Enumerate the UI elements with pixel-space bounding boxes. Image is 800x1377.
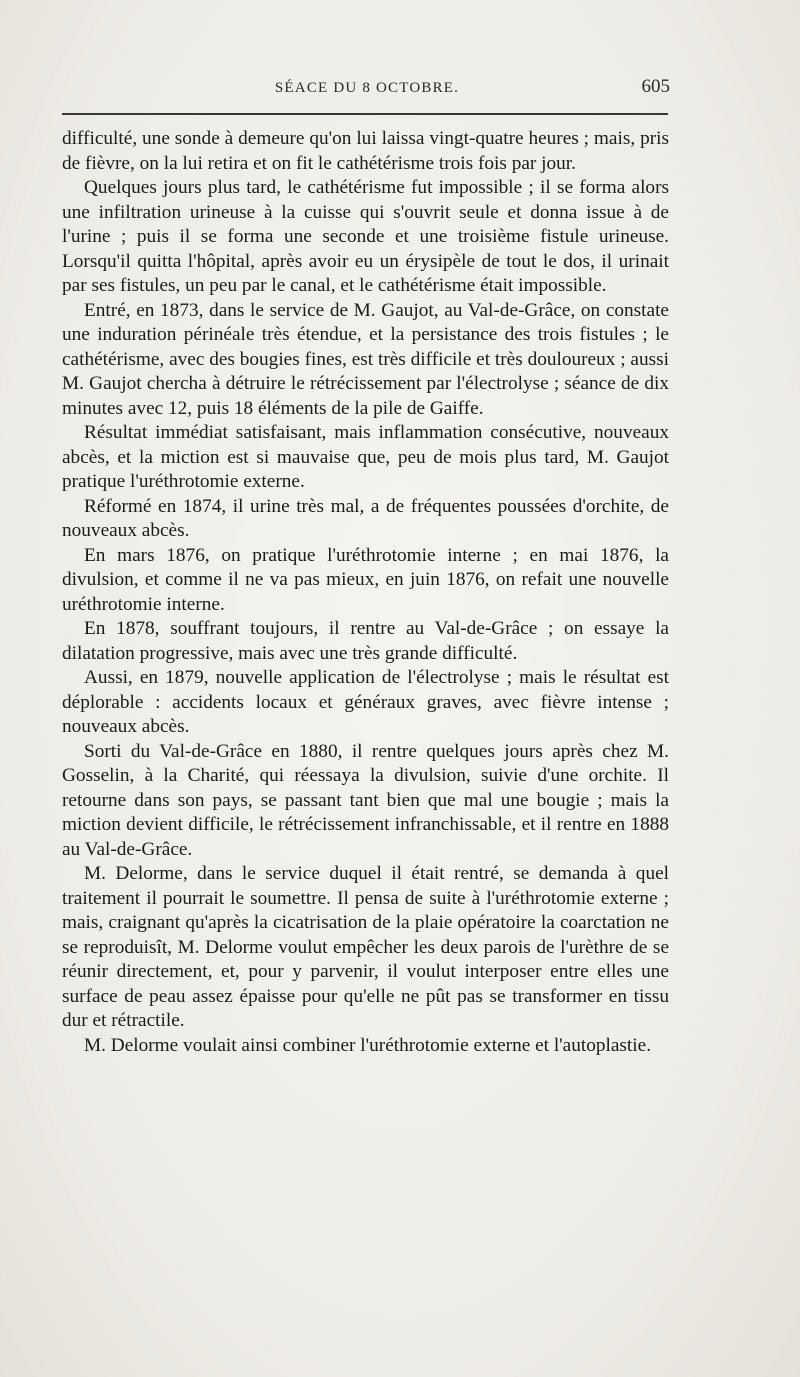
paragraph: Aussi, en 1879, nouvelle application de l'électrolyse ; mais le résultat est déplorable : accidents locaux et généraux graves, avec fièvre intense ; nouveaux abcès. (62, 667, 669, 737)
paragraph: Quelques jours plus tard, le cathétérisme fut impossible ; il se forma alors une infiltration urineuse à la cuisse qui s'ouvrit seule et donna issue à de l'urine ; puis il se forma une seconde et une troisième fistule urineuse. Lorsqu'il quitta l'hôpital, après avoir eu un érysipèle de tout le dos, il urinait par ses fistules, un peu par le canal, et le cathétérisme était impossible. (62, 177, 669, 296)
header-rule (62, 113, 668, 115)
paragraph: En 1878, souffrant toujours, il rentre au Val-de-Grâce ; on essaye la dilatation progressive, mais avec une très grande difficulté. (62, 618, 669, 664)
paragraph: Sorti du Val-de-Grâce en 1880, il rentre quelques jours après chez M. Gosselin, à la Charité, qui réessaya la divulsion, suivie d'une orchite. Il retourne dans son pays, se passant tant bien que mal une bougie ; mais la miction devient difficile, le rétrécissement infranchissable, et il rentre en 1888 au Val-de-Grâce. (62, 740, 669, 860)
paragraph: Réformé en 1874, il urine très mal, a de fréquentes poussées d'orchite, de nouveaux abcès. (62, 495, 669, 541)
running-title: SÉACE DU 8 OCTOBRE. (274, 80, 460, 96)
paragraph-continuation: difficulté, une sonde à demeure qu'on lui laissa vingt-quatre heures ; mais, pris de fièvre, on la lui retira et on fit le cathétérisme trois fois par jour. (62, 128, 669, 174)
paragraph: M. Delorme, dans le service duquel il était rentré, se demanda à quel traitement il pourrait le soumettre. Il pensa de suite à l'uréthrotomie externe ; mais, craignant qu'après la cicatrisation de la plaie opératoire la coarctation ne se reproduisît, M. Delorme voulut empêcher les deux parois de l'urèthre de se réunir directement, et, pour y parvenir, il voulut interposer entre elles une surface de peau assez épaisse pour qu'elle ne pût pas se transformer en tissu dur et rétractile. (62, 863, 669, 1031)
body-text (62, 127, 669, 1058)
page-number: 605 (641, 76, 670, 97)
paragraph: Entré, en 1873, dans le service de M. Gaujot, au Val-de-Grâce, on constate une induration périnéale très étendue, et la persistance des trois fistules ; le cathétérisme, avec des bougies fines, est très difficile et très douloureux ; aussi M. Gaujot chercha à détruire le rétrécissement par l'électrolyse ; séance de dix minutes avec 12, puis 18 éléments de la pile de Gaiffe. (62, 299, 669, 419)
paragraph: En mars 1876, on pratique l'uréthrotomie interne ; en mai 1876, la divulsion, et comme il ne va pas mieux, en juin 1876, on refait une nouvelle uréthrotomie interne. (62, 544, 669, 615)
running-head (64, 76, 670, 106)
paragraph: M. Delorme voulait ainsi combiner l'uréthrotomie externe et l'autoplastie. (84, 1034, 652, 1056)
paragraph: Résultat immédiat satisfaisant, mais inflammation consécutive, nouveaux abcès, et la miction est si mauvaise que, peu de mois plus tard, M. Gaujot pratique l'uréthrotomie externe. (62, 422, 669, 492)
